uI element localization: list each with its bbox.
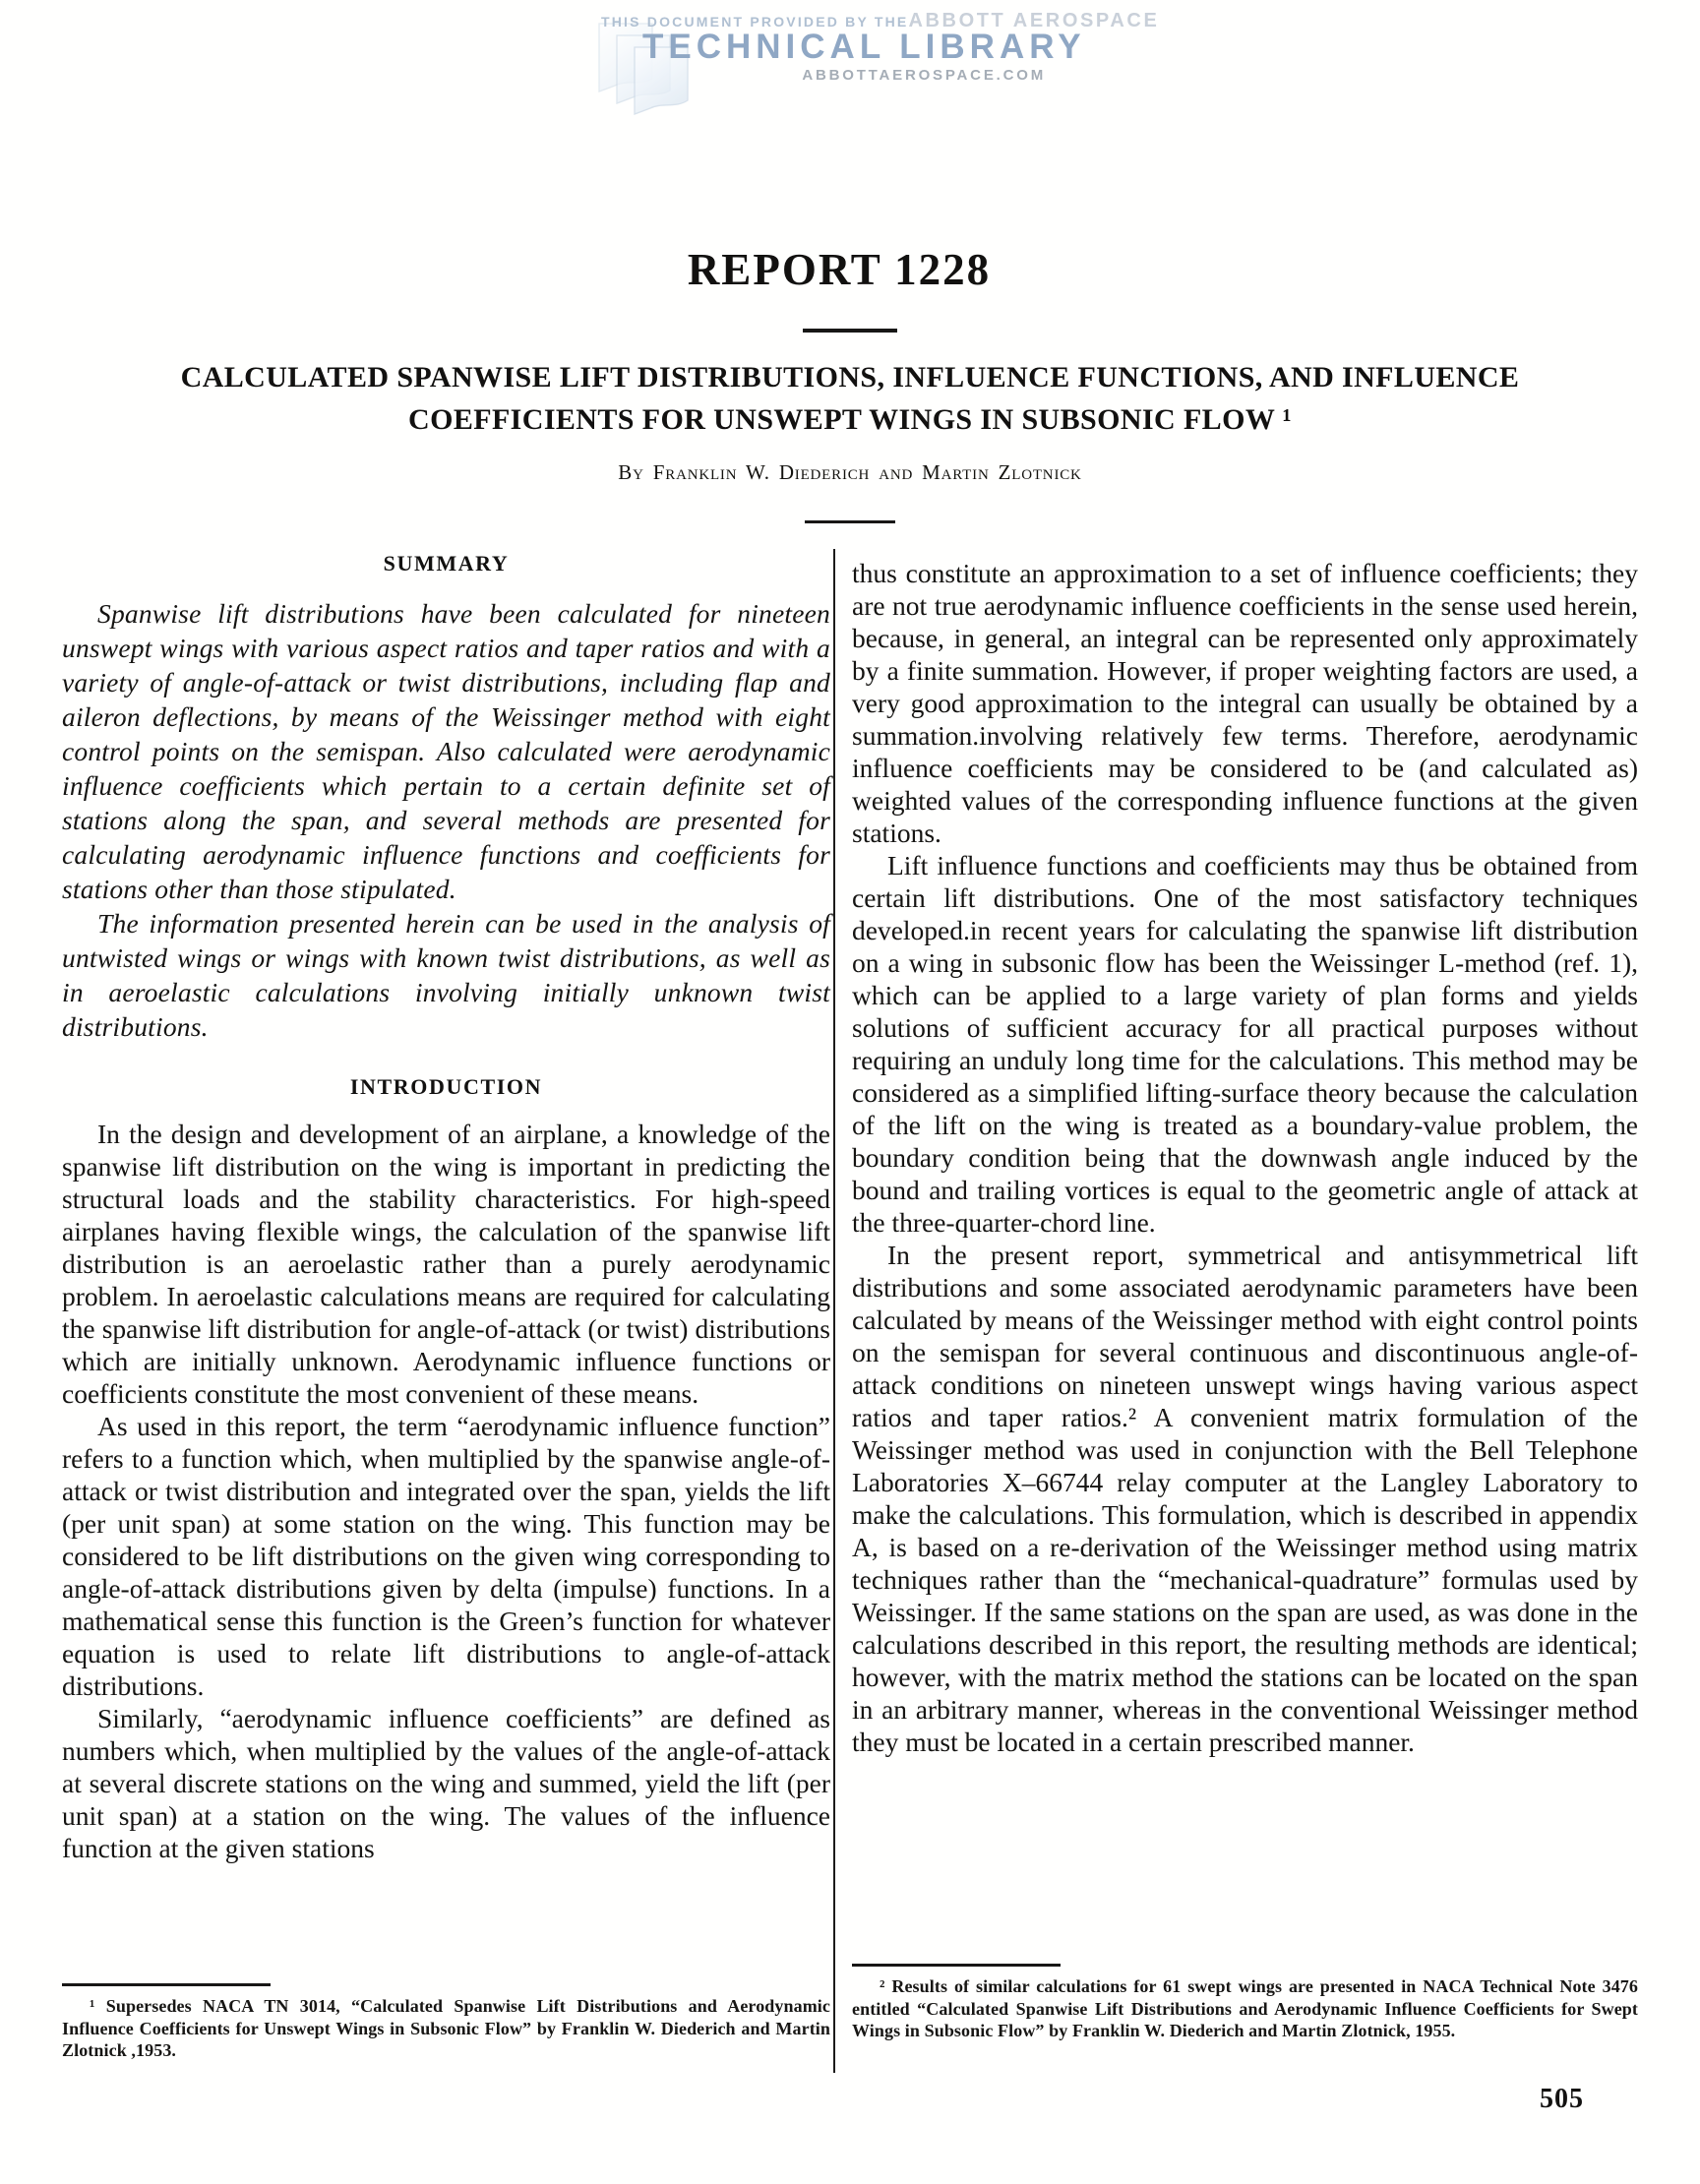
report-number: REPORT 1228 bbox=[687, 245, 992, 294]
byline-divider-rule bbox=[805, 520, 895, 523]
footnote-rule bbox=[852, 1964, 1061, 1967]
title-divider-rule bbox=[803, 329, 897, 333]
page-number: 505 bbox=[1540, 2084, 1584, 2114]
summary-heading: SUMMARY bbox=[383, 551, 510, 576]
footnote-right bbox=[852, 1964, 1638, 2042]
footnote-left bbox=[62, 1983, 830, 2062]
body-paragraph: As used in this report, the term “aerodynamic influence function” refers to a function which, when multiplied by the spanwise angle-of-attack or twist distribution and integrated over the span, yields the lift (per unit span) at some station on the wing. This function may be considered to be lift distributions on the given wing corresponding to angle-of-attack distributions given by delta (impulse) functions. In a mathematical sense this function is the Green’s function for whatever equation is used to relate lift distributions to angle-of-attack distributions. bbox=[62, 1411, 830, 1701]
body-paragraph: In the present report, symmetrical and antisymmetrical lift distributions and some associated aerodynamic parameters have been calculated by means of the Weissinger method with eight control points on the semispan for several continuous and discontinuous angle-of-attack conditions on nineteen unswept wings having various aspect ratios and taper ratios.² A convenient matrix formulation of the Weissinger method was used in conjunction with the Bell Telephone Laboratories X–66744 relay computer at the Langley Laboratory to make the calculations. This formulation, which is described in appendix A, is based on a re-derivation of the Weissinger method using matrix techniques rather than the “mechanical-quadrature” formulas used by Weissinger. If the same stations on the span are used, as was done in the calculations described in this report, the resulting methods are identical; however, with the matrix method the stations can be located on the span in an arbitrary manner, whereas in the conventional Weissinger method they must be located in a certain prescribed manner. bbox=[852, 1240, 1638, 1757]
summary-paragraph: Spanwise lift distributions have been calculated for nineteen unswept wings with various aspect ratios and taper ratios and with a variety of angle-of-attack or twist distributions, including flap and aileron deflections, by means of the Weissinger method with eight control points on the semispan. Also calculated were aerodynamic influence coefficients which pertain to a certain definite set of stations along the span, and several methods are presented for calculating aerodynamic influence functions and coefficients for stations other than those stipulated. bbox=[62, 598, 830, 904]
paper-title-line1: CALCULATED SPANWISE LIFT DISTRIBUTIONS, INFLUENCE FUNCTIONS, AND INFLUENCE bbox=[180, 361, 1520, 394]
website-url-text: ABBOTTAEROSPACE.COM bbox=[802, 67, 1046, 84]
library-watermark bbox=[585, 4, 1160, 114]
paper-title-line2: COEFFICIENTS FOR UNSWEPT WINGS IN SUBSONIC FLOW ¹ bbox=[408, 403, 1292, 436]
body-paragraph: In the design and development of an airplane, a knowledge of the spanwise lift distribution on the wing is important in predicting the structural loads and the stability characteristics. For high-speed airplanes having flexible wings, the calculation of the spanwise lift distribution is an aeroelastic rather than a purely aerodynamic problem. In aeroelastic calculations means are required for calculating the spanwise lift distribution for angle-of-attack (or twist) distributions which are initially unknown. Aerodynamic influence functions or coefficients constitute the most convenient of these means. bbox=[62, 1119, 830, 1409]
column-divider-rule bbox=[833, 549, 835, 2073]
library-title-text: TECHNICAL LIBRARY bbox=[642, 28, 1086, 66]
left-column bbox=[62, 547, 830, 1864]
paper-title bbox=[39, 356, 1661, 441]
summary-paragraph: The information presented herein can be used in the analysis of untwisted wings or wings with known twist distributions, as well as in aeroelastic calculations involving initially unknown twist distributions. bbox=[62, 908, 830, 1042]
body-paragraph: Similarly, “aerodynamic influence coefficients” are defined as numbers which, when multiplied by the values of the angle-of-attack at several discrete stations on the wing and summed, yield the lift (per unit span) at a station on the wing. The values of the influence function at the given stations bbox=[62, 1703, 830, 1863]
footnote-rule bbox=[62, 1983, 271, 1986]
body-paragraph: thus constitute an approximation to a set of influence coefficients; they are not true aerodynamic influence coefficients in the sense used herein, because, in general, an integral can be represented only approximately by a finite summation. However, if proper weighting factors are used, a very good approximation to the integral can usually be obtained by a summation.involving relatively few terms. Therefore, aerodynamic influence coefficients may be considered to be (and calculated as) weighted values of the corresponding influence functions at the given stations. bbox=[852, 558, 1638, 848]
introduction-heading: INTRODUCTION bbox=[349, 1074, 543, 1099]
footnote-text: ² Results of similar calculations for 61 swept wings are presented in NACA Technical Note 3476 entitled “Calculated Spanwise Lift Distributions and Aerodynamic Influence Coefficients for Swept Wings in Subsonic Flow” by Franklin W. Diederich and Martin Zlotnick, 1955. bbox=[852, 1976, 1638, 2040]
provided-by-text: THIS DOCUMENT PROVIDED BY THE bbox=[601, 14, 909, 30]
company-name-text: ABBOTT AEROSPACE bbox=[908, 10, 1160, 31]
body-paragraph: Lift influence functions and coefficients may thus be obtained from certain lift distributions. One of the most satisfactory techniques developed.in recent years for calculating the spanwise lift distribution on a wing in subsonic flow has been the Weissinger L-method (ref. 1), which can be applied to a large variety of plan forms and yields solutions of sufficient accuracy for all practical purposes without requiring an unduly long time for the calculations. This method may be considered as a simplified lifting-surface theory because the calculation of the lift on the wing is treated as a boundary-value problem, the boundary condition being that the downwash angle induced by the bound and trailing vortices is equal to the geometric angle of attack at the three-quarter-chord line. bbox=[852, 850, 1638, 1238]
right-column bbox=[852, 547, 1638, 1758]
footnote-text: ¹ Supersedes NACA TN 3014, “Calculated Spanwise Lift Distributions and Aerodynamic Influence Coefficients for Unswept Wings in Subsonic Flow” by Franklin W. Diederich and Martin Zlotnick ,1953. bbox=[62, 1996, 830, 2060]
author-byline: By Franklin W. Diederich and Martin Zlotnick bbox=[618, 460, 1082, 484]
